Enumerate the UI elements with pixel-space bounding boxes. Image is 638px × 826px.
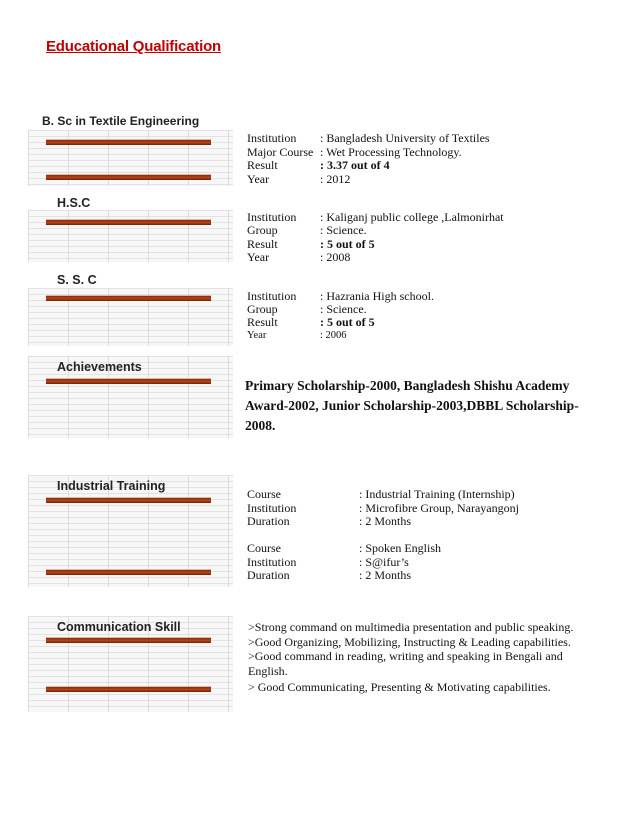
training-divider-bar: [46, 497, 211, 503]
hsc-divider-bar: [46, 219, 211, 225]
page-title: Educational Qualification: [46, 38, 222, 55]
ssc-heading: S. S. C: [57, 273, 97, 287]
achievements-divider-bar: [46, 378, 211, 384]
training-divider-bar-lower: [46, 569, 211, 575]
ssc-divider-bar: [46, 295, 211, 301]
communication-line: > Good Communicating, Presenting & Motivating capabilities.: [248, 680, 551, 694]
hsc-heading: H.S.C: [57, 196, 91, 210]
communication-divider-bar-lower: [46, 686, 211, 692]
communication-list: [248, 620, 588, 695]
bsc-heading: B. Sc in Textile Engineering: [42, 114, 200, 128]
training-heading: Industrial Training: [57, 479, 166, 493]
achievements-heading: Achievements: [57, 360, 142, 374]
communication-line: >Good command in reading, writing and speaking in Bengali and English.: [248, 649, 563, 678]
achievements-text: Primary Scholarship-2000, Bangladesh Shishu Academy Award-2002, Junior Scholarship-2003,DBBL Scholarship-2008.: [245, 378, 579, 433]
bsc-divider-bar: [46, 139, 211, 145]
hsc-panel: [28, 210, 233, 262]
bsc-divider-bar-lower: [46, 174, 211, 180]
communication-line: >Good Organizing, Mobilizing, Instructing & Leading capabilities.: [248, 634, 571, 649]
communication-divider-bar: [46, 637, 211, 643]
communication-heading: Communication Skill: [57, 620, 181, 634]
communication-line: >Strong command on multimedia presentation and public speaking.: [248, 620, 574, 634]
